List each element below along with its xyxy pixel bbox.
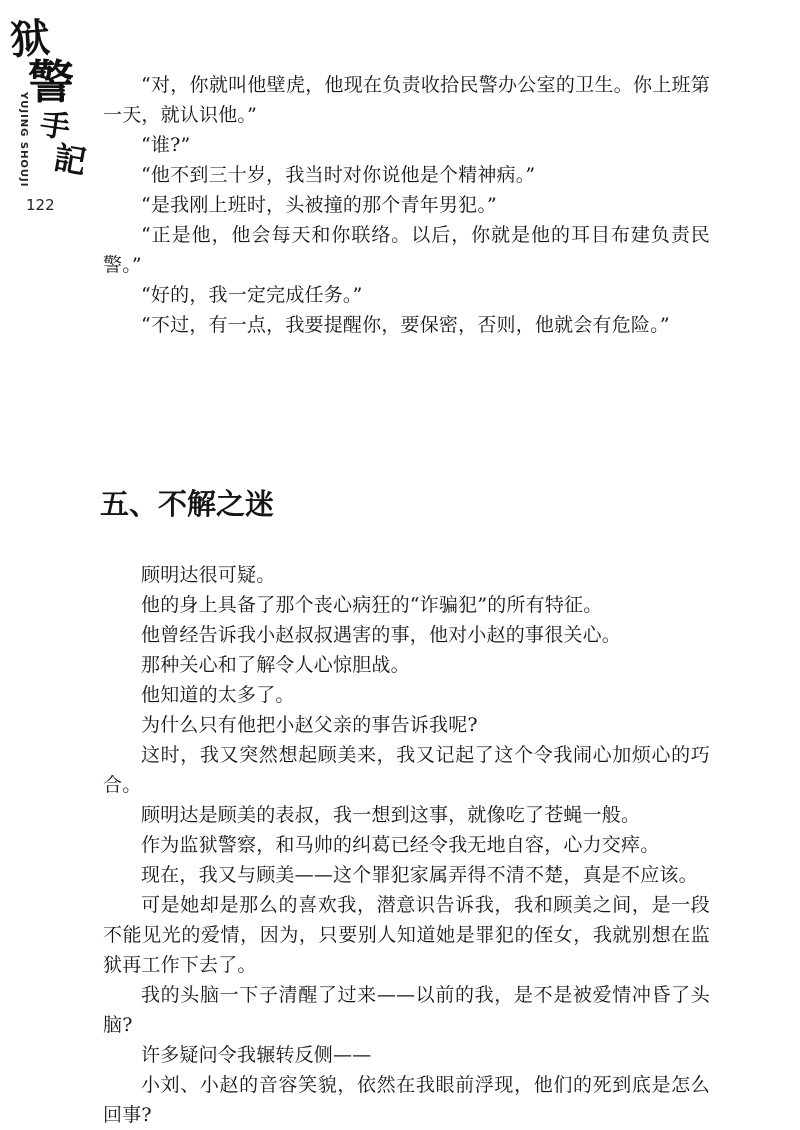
paragraph: “好的，我一定完成任务。” (141, 284, 363, 306)
paragraph: 小刘、小赵的音容笑貌，依然在我眼前浮现，他们的死到底是怎么回事? (103, 1074, 710, 1126)
paragraph: 顾明达是顾美的表叔，我一想到这事，就像吃了苍蝇一般。 (141, 804, 641, 826)
logo-pinyin: YUJING SHOUJI (18, 92, 29, 188)
paragraph: 这时，我又突然想起顾美来，我又记起了这个令我闹心加烦心的巧合。 (103, 744, 710, 796)
paragraph: “对，你就叫他壁虎，他现在负责收拾民警办公室的卫生。你上班第一天，就认识他。” (103, 74, 710, 126)
paragraph: “他不到三十岁，我当时对你说他是个精神病。” (141, 164, 536, 186)
logo-char-2: 警 (28, 55, 74, 109)
paragraph: 可是她却是那么的喜欢我，潜意识告诉我，我和顾美之间，是一段不能见光的爱情，因为，只要别人知道她是罪犯的侄女，我就别想在监狱再工作下去了。 (103, 894, 710, 976)
paragraph: 我的头脑一下子清醒了过来——以前的我，是不是被爱情冲昏了头脑? (103, 984, 710, 1036)
paragraph: 作为监狱警察，和马帅的纠葛已经令我无地自容，心力交瘁。 (141, 834, 660, 856)
book-logo (8, 14, 90, 192)
paragraph: 他知道的太多了。 (141, 684, 295, 706)
section-body (103, 560, 710, 1130)
paragraph: “正是他，他会每天和你联络。以后，你就是他的耳目布建负责民警。” (103, 224, 710, 276)
paragraph: 他曾经告诉我小赵叔叔遇害的事，他对小赵的事很关心。 (141, 624, 622, 646)
logo-char-1: 狱 (8, 14, 46, 65)
paragraph: “是我刚上班时，头被撞的那个青年男犯。” (141, 194, 497, 216)
paragraph: 现在，我又与顾美——这个罪犯家属弄得不清不楚，真是不应该。 (141, 864, 698, 886)
logo-char-4: 記 (50, 138, 90, 182)
paragraph: 为什么只有他把小赵父亲的事告诉我呢? (141, 714, 478, 736)
logo-char-3: 手 (37, 107, 73, 146)
paragraph: “不过，有一点，我要提醒你，要保密，否则，他就会有危险。” (141, 314, 670, 336)
section-title: 五、不解之迷 (100, 487, 275, 521)
paragraph: 顾明达很可疑。 (141, 564, 276, 586)
page-number: 122 (26, 196, 55, 214)
paragraph: 他的身上具备了那个丧心病狂的“诈骗犯”的所有特征。 (141, 594, 603, 616)
paragraph: 那种关心和了解令人心惊胆战。 (141, 654, 410, 676)
dialogue-block (103, 70, 710, 340)
paragraph: “谁?” (141, 134, 191, 156)
paragraph: 许多疑问令我辗转反侧—— (141, 1044, 372, 1066)
